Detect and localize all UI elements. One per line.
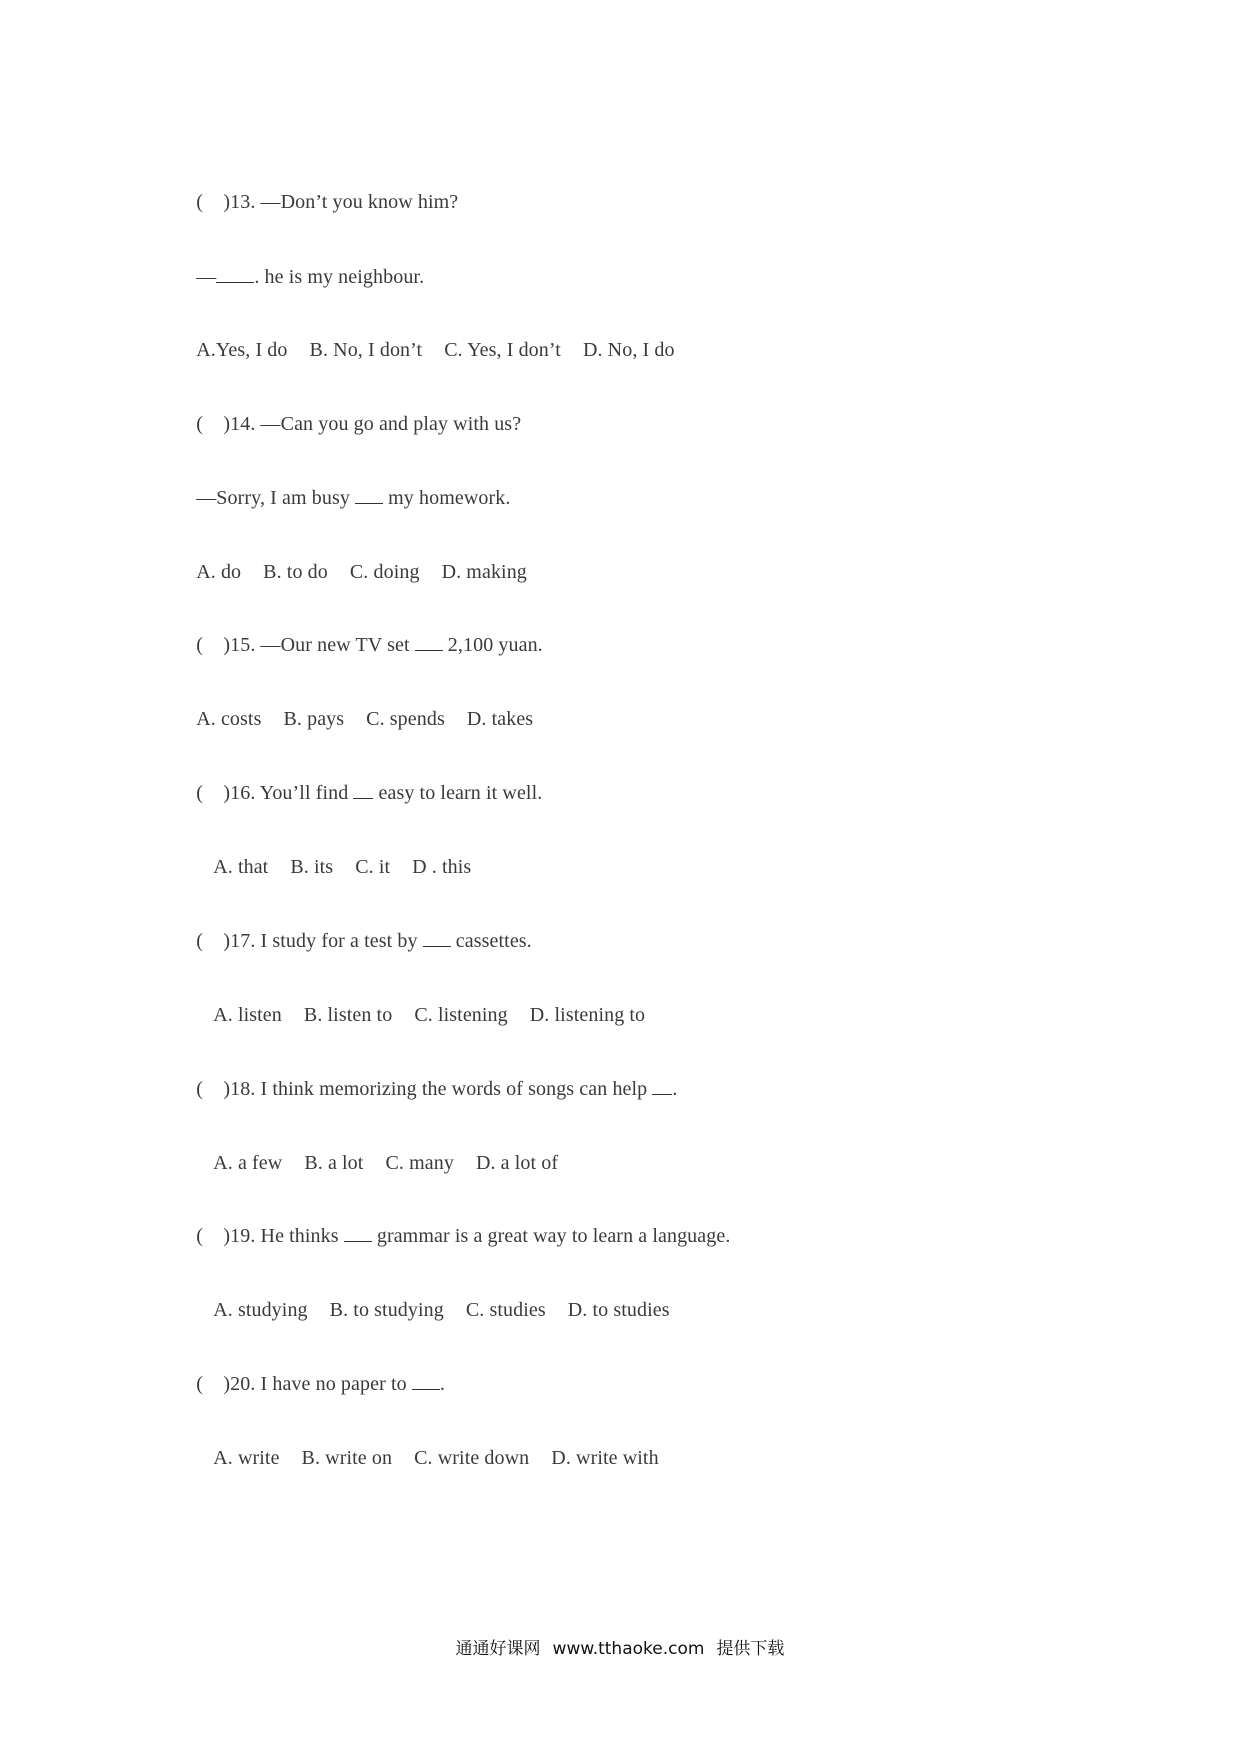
- answer-blank: [423, 929, 451, 947]
- option-b: B. write on: [301, 1447, 393, 1469]
- option-d: D. No, I do: [582, 339, 675, 361]
- question-13-options: [186, 314, 675, 362]
- question-19-options: [203, 1274, 670, 1322]
- option-d: D. a lot of: [475, 1152, 559, 1174]
- option-b: B. pays: [283, 708, 345, 730]
- option-a: A. write: [213, 1447, 280, 1469]
- question-18-options: [203, 1127, 558, 1175]
- question-20-stem: ( )20. I have no paper to .: [196, 1373, 445, 1395]
- option-b: B. No, I don’t: [309, 339, 423, 361]
- answer-blank: [652, 1077, 672, 1095]
- question-18-stem: ( )18. I think memorizing the words of songs can help .: [196, 1078, 678, 1100]
- answer-blank: [216, 265, 254, 283]
- option-d: D. listening to: [529, 1004, 646, 1026]
- option-c: C. many: [385, 1152, 454, 1174]
- answer-blank: [344, 1224, 372, 1242]
- question-19-stem: ( )19. He thinks grammar is a great way to learn a language.: [196, 1225, 731, 1247]
- question-16-options: [203, 831, 471, 879]
- question-17-stem: ( )17. I study for a test by cassettes.: [196, 930, 532, 952]
- option-b: B. to studying: [329, 1299, 444, 1321]
- answer-blank: [353, 781, 373, 799]
- option-c: C. it: [355, 856, 391, 878]
- answer-blank: [355, 486, 383, 504]
- question-13-stem: ( )13. —Don’t you know him?: [196, 191, 459, 213]
- option-c: C. listening: [414, 1004, 508, 1026]
- option-b: B. listen to: [303, 1004, 393, 1026]
- question-14-stem: ( )14. —Can you go and play with us?: [196, 413, 522, 435]
- option-c: C. studies: [465, 1299, 546, 1321]
- option-a: A. that: [213, 856, 269, 878]
- option-a: A. costs: [196, 708, 262, 730]
- option-d: D . this: [412, 856, 472, 878]
- option-a: A. do: [196, 561, 242, 583]
- footer-site-name: 通通好课网: [455, 1639, 541, 1659]
- option-d: D. write with: [551, 1447, 659, 1469]
- page-footer: [0, 1634, 1240, 1659]
- footer-suffix: 提供下载: [716, 1639, 785, 1659]
- option-b: B. to do: [263, 561, 328, 583]
- answer-blank: [415, 633, 443, 651]
- option-c: C. Yes, I don’t: [444, 339, 561, 361]
- question-16-stem: ( )16. You’ll find easy to learn it well.: [196, 782, 543, 804]
- question-15-options: [186, 683, 533, 731]
- option-b: B. a lot: [304, 1152, 364, 1174]
- option-b: B. its: [290, 856, 334, 878]
- question-15-stem: ( )15. —Our new TV set 2,100 yuan.: [196, 634, 543, 656]
- footer-url[interactable]: www.tthaoke.com: [552, 1639, 705, 1659]
- option-c: C. doing: [349, 561, 420, 583]
- option-d: D. to studies: [567, 1299, 670, 1321]
- option-c: C. spends: [366, 708, 445, 730]
- option-a: A. studying: [213, 1299, 308, 1321]
- option-c: C. write down: [414, 1447, 530, 1469]
- answer-blank: [412, 1372, 440, 1390]
- question-20-options: [203, 1422, 659, 1470]
- question-13-reply: — . he is my neighbour.: [196, 266, 425, 288]
- option-d: D. takes: [466, 708, 534, 730]
- option-a: A. a few: [213, 1152, 283, 1174]
- question-14-options: [186, 536, 527, 584]
- option-a: A.Yes, I do: [196, 339, 288, 361]
- question-14-reply: —Sorry, I am busy my homework.: [196, 487, 511, 509]
- question-17-options: [203, 979, 645, 1027]
- option-a: A. listen: [213, 1004, 282, 1026]
- option-d: D. making: [441, 561, 527, 583]
